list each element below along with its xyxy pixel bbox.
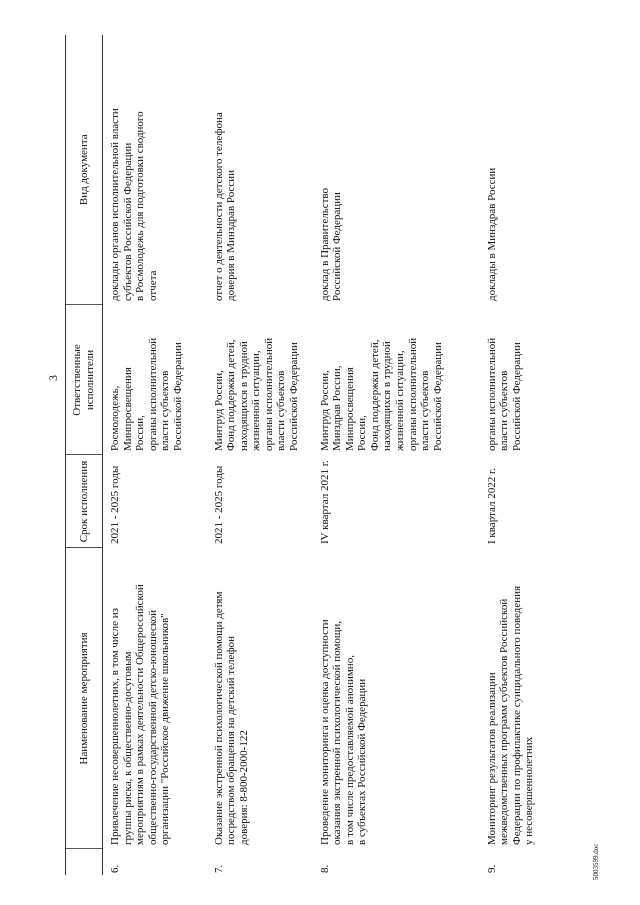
row-doc: доклады в Минздрав России — [485, 167, 498, 301]
header-term: Срок исполнения — [66, 455, 103, 548]
row-num: 6. — [109, 864, 121, 873]
row-executors: Росмолодежь, Минпросвещения России, органы исполнительной власти субъектов Российской Федерации — [109, 337, 184, 451]
row-doc: доклады органов исполнительной власти субъектов Российской Федерации в Росмолодежь для подготовки сводного отчета — [109, 108, 159, 301]
row-doc: отчет о деятельности детского телефона доверия в Минздрав России — [212, 112, 238, 301]
row-term: IV квартал 2021 г. — [318, 460, 331, 544]
table-row — [207, 35, 313, 875]
row-num: 8. — [318, 864, 331, 873]
row-executors: Минтруд России, Минздрав России, Минпросвещения России, Фонд поддержки детей, находящихся в трудной жизненной ситуации, органы исполнительной власти субъектов Российской Федерации — [318, 337, 444, 451]
row-term: 2021 - 2025 годы — [109, 465, 121, 544]
header-executors: Ответственные исполнители — [66, 305, 103, 455]
table-row — [103, 35, 207, 875]
row-num: 7. — [212, 864, 225, 873]
row-name: Мониторинг результатов реализации межведомственных программ субъектов Российской Федерации по профилактике суицидального поведения у несовершеннолетних — [485, 585, 536, 845]
row-term: 2021 - 2025 годы — [212, 465, 225, 544]
row-term: I квартал 2022 г. — [485, 468, 498, 544]
row-num: 9. — [485, 864, 498, 873]
row-executors: Минтруд России, Фонд поддержки детей, находящихся в трудной жизненной ситуации, органы исполнительной власти субъектов Российской Федерации — [212, 337, 301, 451]
row-executors: органы исполнительной власти субъектов Российской Федерации — [485, 337, 523, 451]
table-header — [66, 35, 103, 875]
row-name: Проведение мониторинга и оценка доступности оказания экстренной психологической помощи, в том числе предоставляемой анонимно, в субъектах Российской Федерации — [318, 619, 369, 845]
measures-table — [65, 35, 580, 875]
file-name-footer: 5003599.doc — [592, 843, 600, 880]
row-name: Привлечение несовершеннолетних, в том числе из группы риска, к общественно-досуговым мероприятиям в рамках деятельности Общероссийской общественно-государственной детско-юношеской организации "Российское движение школьников" — [109, 584, 172, 845]
header-name: Наименование мероприятия — [66, 548, 103, 849]
header-doc: Вид документа — [66, 35, 103, 305]
row-doc: доклад в Правительство Российской Федерации — [318, 187, 344, 301]
row-name: Оказание экстренной психологической помощи детям посредством обращения на детский телефон доверия: 8-800-2000-122 — [212, 591, 250, 845]
page-number: 3 — [46, 375, 60, 381]
header-num — [66, 849, 103, 875]
table-row — [313, 35, 480, 875]
table-row — [480, 35, 580, 875]
